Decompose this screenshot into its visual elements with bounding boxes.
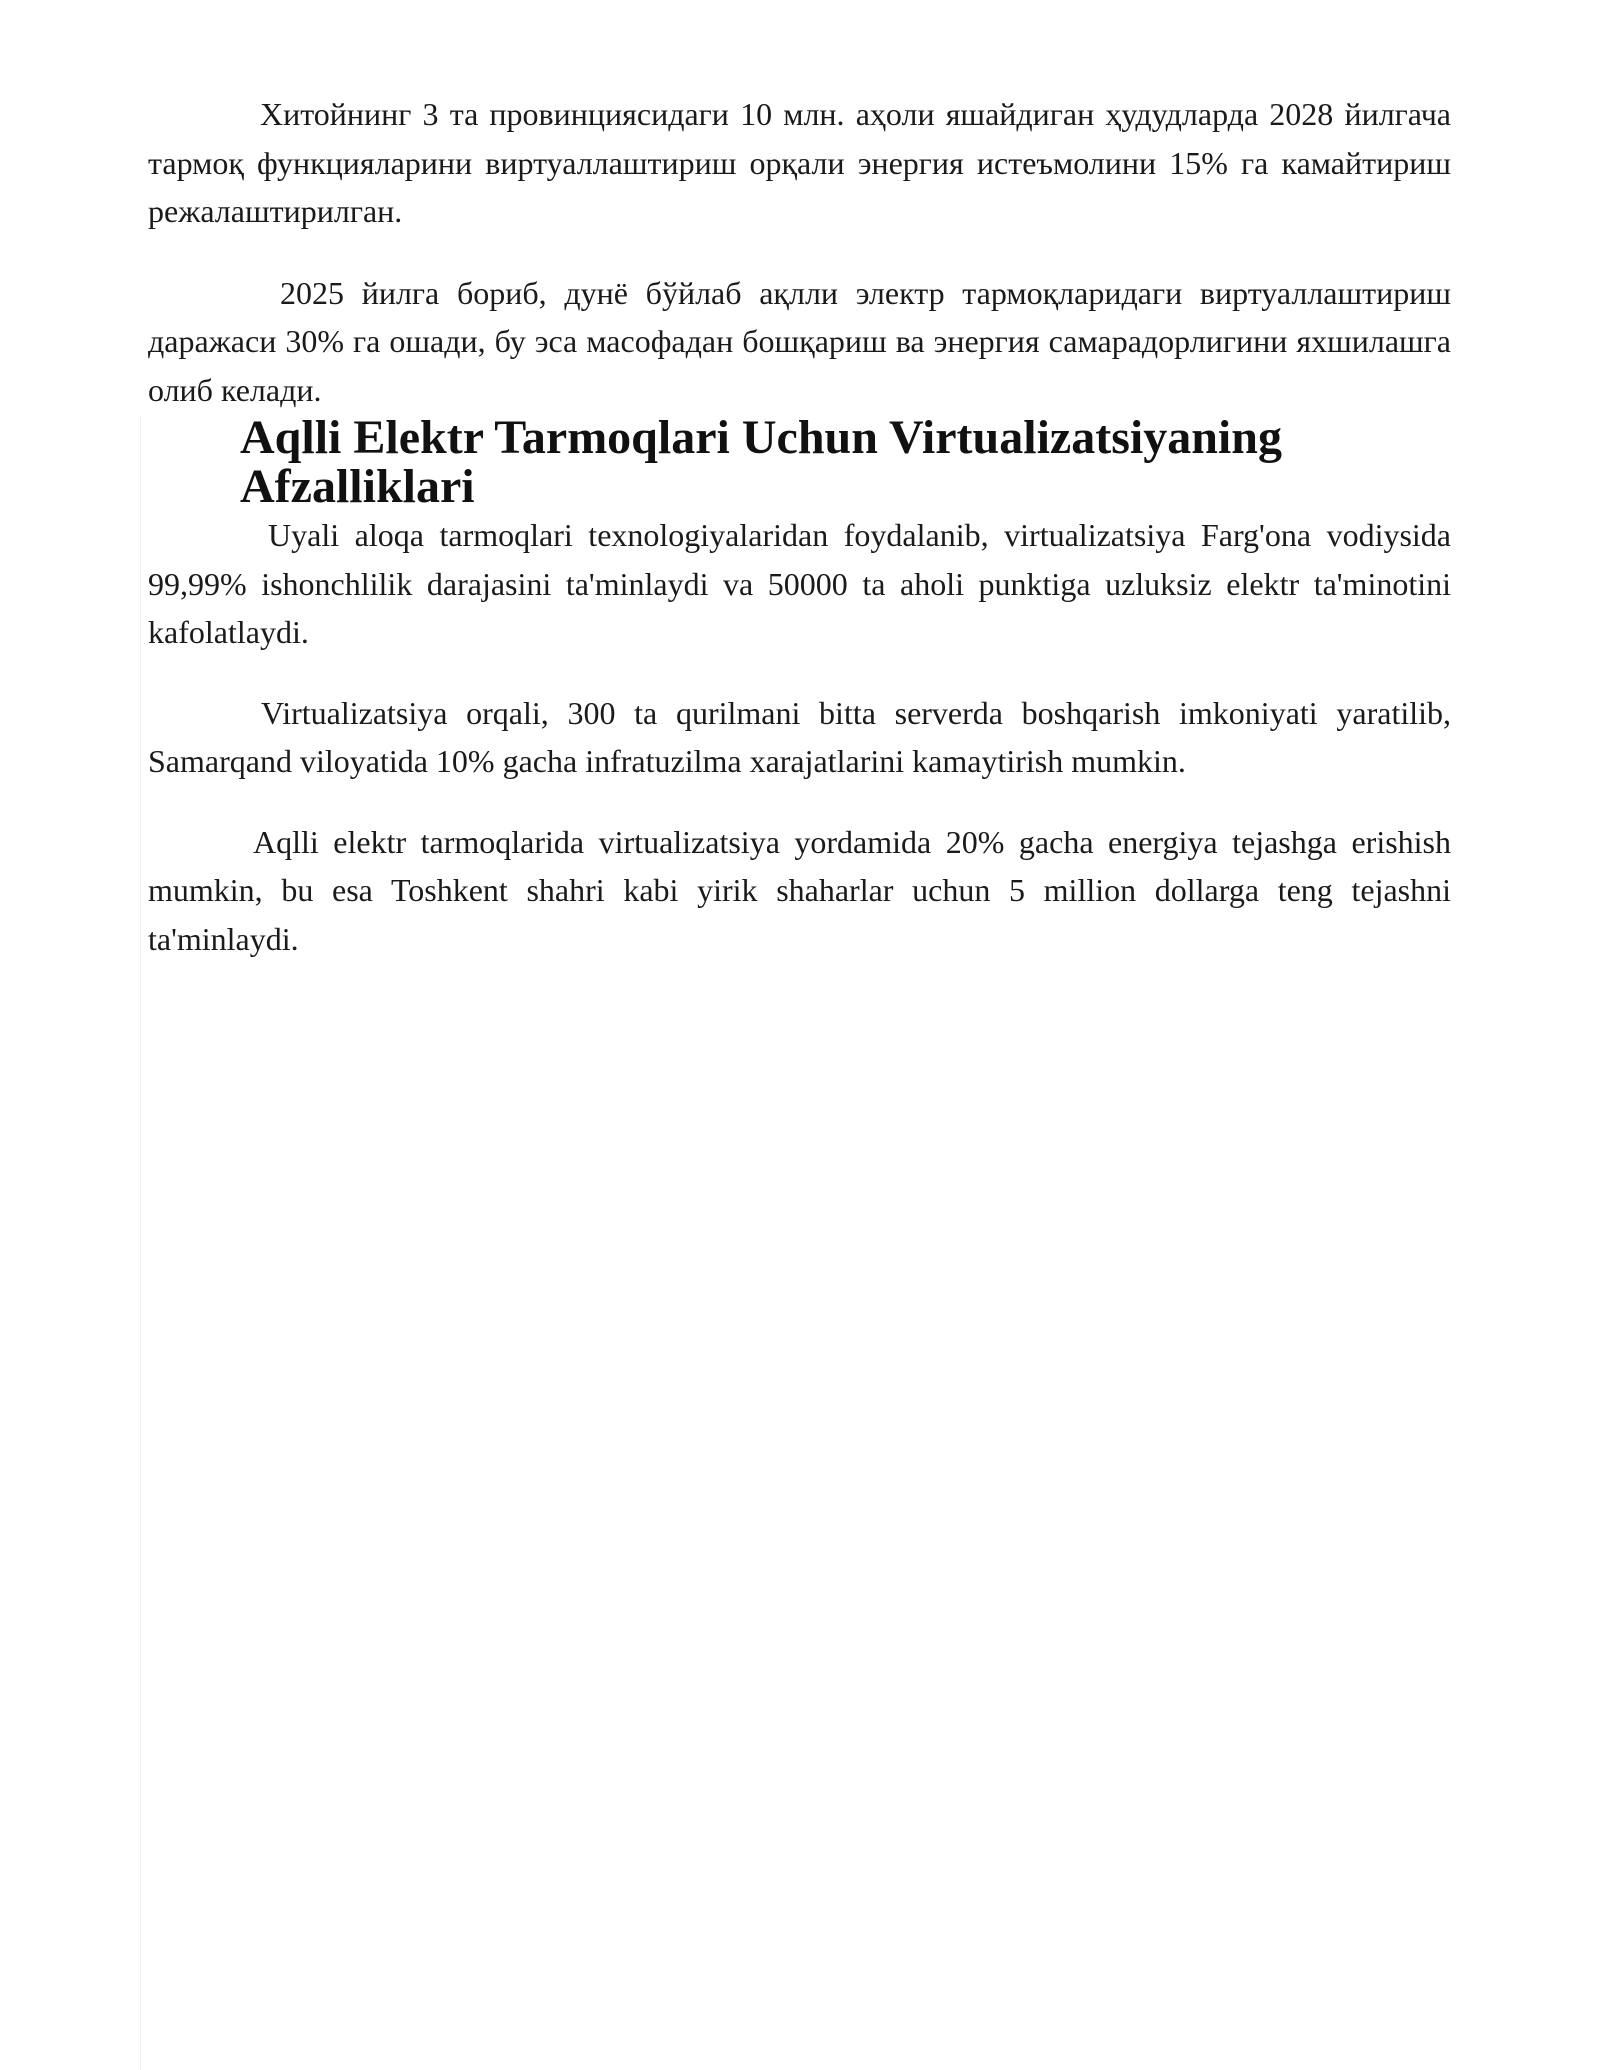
paragraph-china-provinces: Хитойнинг 3 та провинциясидаги 10 млн. аҳоли яшайдиган ҳудудларда 2028 йилгача тармоқ функцияларини виртуаллаштириш орқали энергия истеъмолини 15% га камайтириш режалаштирилган. xyxy=(148,96,1451,229)
paragraph-global-2025: 2025 йилга бориб, дунё бўйлаб ақлли электр тармоқларидаги виртуаллаштириш даражаси 30% га ошади, бу эса масофадан бошқариш ва энергия самарадорлигини яхшилашга олиб келади. xyxy=(148,274,1451,408)
paragraph-tashkent-savings: Aqlli elektr tarmoqlarida virtualizatsiya yordamida 20% gacha energiya tejashga erishish mumkin, bu esa Toshkent shahri kabi yirik shaharlar uchun 5 million dollarga teng tejashni ta'minlaydi. xyxy=(148,823,1451,957)
page-edge-line xyxy=(140,415,141,2070)
paragraph-fergana-reliability: Uyali aloqa tarmoqlari texnologiyalaridan foydalanib, virtualizatsiya Farg'ona vodiysida 99,99% ishonchlilik darajasini ta'minlaydi va 50000 ta aholi punktiga uzluksiz elektr ta'minotini kafolatlaydi. xyxy=(148,517,1451,650)
section-heading: Aqlli Elektr Tarmoqlari Uchun Virtualizatsiyaning Afzalliklari xyxy=(240,411,1282,513)
paragraph-samarkand-devices: Virtualizatsiya orqali, 300 ta qurilmani bitta serverda boshqarish imkoniyati yaratilib, Samarqand viloyatida 10% gacha infratuzilma xarajatlarini kamaytirish mumkin. xyxy=(148,694,1451,779)
document-body xyxy=(148,90,1451,963)
